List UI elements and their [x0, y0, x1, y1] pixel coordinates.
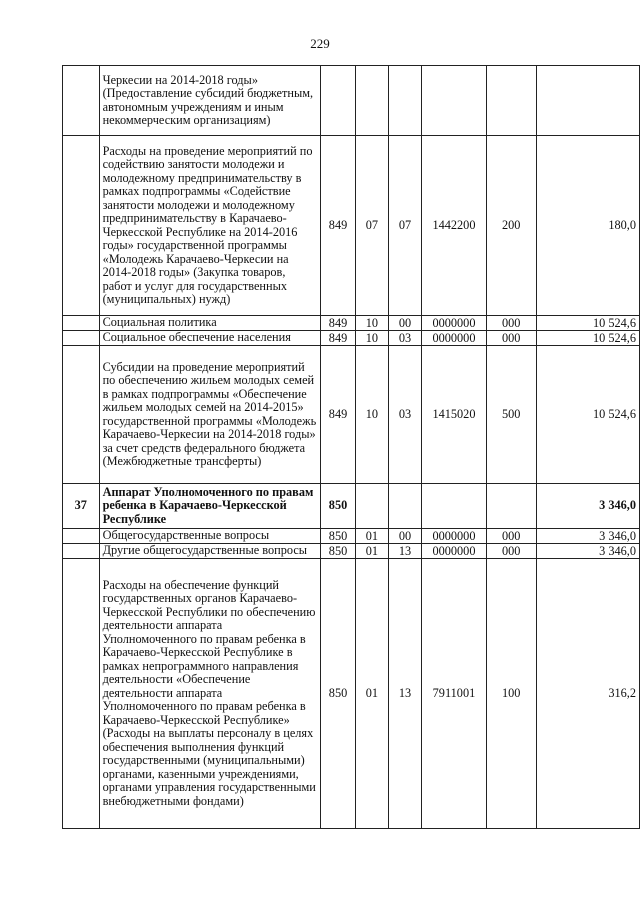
table-row — [63, 331, 640, 346]
row-number — [63, 529, 100, 544]
row-subsection-code: 03 — [388, 331, 421, 346]
table-row — [63, 544, 640, 559]
row-department-code: 849 — [321, 136, 356, 316]
table-row — [63, 136, 640, 316]
row-expense-type-code — [486, 66, 536, 136]
row-amount: 10 524,6 — [536, 346, 639, 484]
table-row — [63, 559, 640, 829]
row-department-code: 850 — [321, 544, 356, 559]
row-amount: 3 346,0 — [536, 544, 639, 559]
row-expense-type-code: 200 — [486, 136, 536, 316]
row-target-article-code: 1442200 — [422, 136, 487, 316]
row-expense-type-code — [486, 484, 536, 529]
row-name: Общегосударственные вопросы — [99, 529, 321, 544]
row-subsection-code: 13 — [388, 544, 421, 559]
row-amount: 10 524,6 — [536, 331, 639, 346]
row-name: Расходы на обеспечение функций государственных органов Карачаево-Черкесской Республики по обеспечению деятельности аппарата Уполномоченного по правам ребенка в Карачаево-Черкесской Республике в рамках непрограммного направления деятельности «Обеспечение деятельности аппарата Уполномоченного по правам ребенка в Карачаево-Черкесской Республике» (Расходы на выплаты персоналу в целях обеспечения выполнения функций государственными (муниципальными) органами, казенными учреждениями, органами управления государственными внебюджетными фондами) — [99, 559, 321, 829]
row-amount: 316,2 — [536, 559, 639, 829]
row-subsection-code: 00 — [388, 529, 421, 544]
row-name: Социальная политика — [99, 316, 321, 331]
row-target-article-code — [422, 484, 487, 529]
row-amount: 10 524,6 — [536, 316, 639, 331]
row-name: Социальное обеспечение населения — [99, 331, 321, 346]
table-row — [63, 66, 640, 136]
row-section-code: 01 — [355, 544, 388, 559]
budget-table — [62, 65, 640, 829]
page-number: 229 — [310, 36, 330, 51]
row-amount: 3 346,0 — [536, 529, 639, 544]
row-subsection-code: 13 — [388, 559, 421, 829]
row-number — [63, 559, 100, 829]
row-target-article-code: 0000000 — [422, 544, 487, 559]
row-subsection-code — [388, 484, 421, 529]
row-expense-type-code: 000 — [486, 331, 536, 346]
row-target-article-code: 0000000 — [422, 316, 487, 331]
row-subsection-code — [388, 66, 421, 136]
row-target-article-code: 7911001 — [422, 559, 487, 829]
row-expense-type-code: 500 — [486, 346, 536, 484]
row-number: 37 — [63, 484, 100, 529]
row-target-article-code: 1415020 — [422, 346, 487, 484]
row-section-code: 10 — [355, 346, 388, 484]
row-name: Субсидии на проведение мероприятий по обеспечению жильем молодых семей в рамках подпрограммы «Обеспечение жильем молодых семей на 2014-2015» государственной программы «Молодежь Карачаево-Черкесии на 2014-2018 годы» за счет средств федерального бюджета (Межбюджетные трансферты) — [99, 346, 321, 484]
table-row — [63, 484, 640, 529]
row-department-code: 849 — [321, 331, 356, 346]
row-section-code: 01 — [355, 529, 388, 544]
row-amount — [536, 66, 639, 136]
row-name: Расходы на проведение мероприятий по содействию занятости молодежи и молодежному предпринимательству в рамках подпрограммы «Содействие занятости молодежи и молодежному предпринимательству в Карачаево-Черкесской Республике на 2014-2016 годы» государственной программы «Молодежь Карачаево-Черкесии на 2014-2018 годы» (Закупка товаров, работ и услуг для государственных (муниципальных) нужд) — [99, 136, 321, 316]
row-department-code: 850 — [321, 559, 356, 829]
row-expense-type-code: 000 — [486, 316, 536, 331]
budget-table-body — [63, 66, 640, 829]
table-row — [63, 529, 640, 544]
row-section-code — [355, 484, 388, 529]
row-subsection-code: 00 — [388, 316, 421, 331]
row-target-article-code: 0000000 — [422, 529, 487, 544]
row-number — [63, 136, 100, 316]
row-expense-type-code: 000 — [486, 529, 536, 544]
row-section-code: 01 — [355, 559, 388, 829]
row-section-code: 10 — [355, 331, 388, 346]
row-department-code: 850 — [321, 484, 356, 529]
row-number — [63, 346, 100, 484]
row-department-code — [321, 66, 356, 136]
row-department-code: 849 — [321, 346, 356, 484]
row-subsection-code: 07 — [388, 136, 421, 316]
row-number — [63, 331, 100, 346]
table-row — [63, 346, 640, 484]
row-department-code: 849 — [321, 316, 356, 331]
row-section-code — [355, 66, 388, 136]
row-number — [63, 544, 100, 559]
row-subsection-code: 03 — [388, 346, 421, 484]
row-amount: 3 346,0 — [536, 484, 639, 529]
row-section-code: 07 — [355, 136, 388, 316]
row-amount: 180,0 — [536, 136, 639, 316]
row-section-code: 10 — [355, 316, 388, 331]
row-department-code: 850 — [321, 529, 356, 544]
row-target-article-code — [422, 66, 487, 136]
row-name: Аппарат Уполномоченного по правам ребенка в Карачаево-Черкесской Республике — [99, 484, 321, 529]
row-target-article-code: 0000000 — [422, 331, 487, 346]
row-number — [63, 66, 100, 136]
table-row — [63, 316, 640, 331]
row-expense-type-code: 100 — [486, 559, 536, 829]
row-name: Черкесии на 2014-2018 годы» (Предоставление субсидий бюджетным, автономным учреждениям и иным некоммерческим организациям) — [99, 66, 321, 136]
row-number — [63, 316, 100, 331]
row-name: Другие общегосударственные вопросы — [99, 544, 321, 559]
row-expense-type-code: 000 — [486, 544, 536, 559]
